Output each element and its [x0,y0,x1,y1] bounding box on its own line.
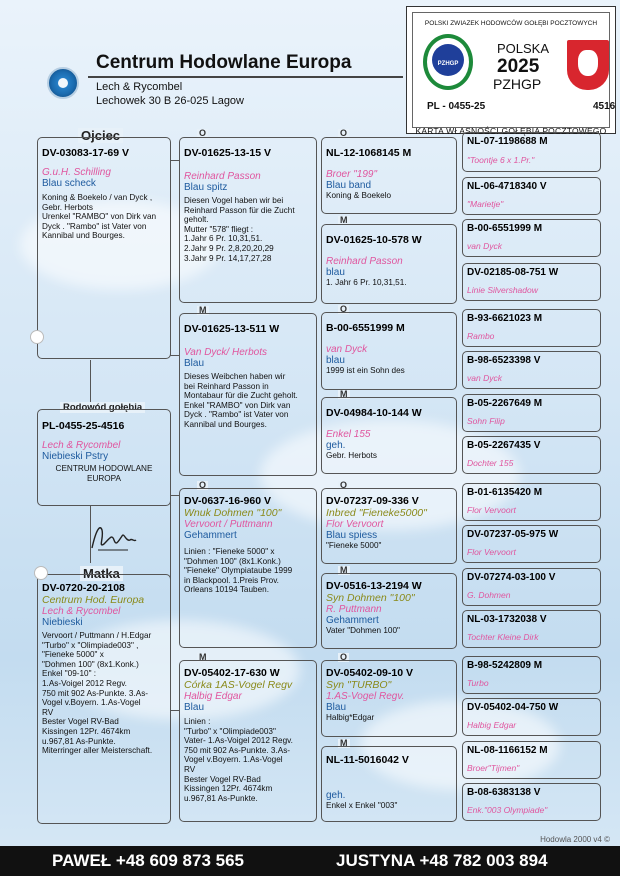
gen3-name: Syn Dohmen "100" [326,592,415,604]
grandsire-box [179,137,317,303]
gen2-name: Reinhard Passon [184,171,261,182]
card-country: POLSKA [497,41,550,56]
gen3-description: "Fieneke 5000" [326,541,382,550]
gen3-ring: NL-12-1068145 M [326,147,412,159]
gen4-ring: DV-07274-03-100 V [467,572,556,583]
gen3-name-secondary: Flor Vervoort [326,519,384,530]
gen3-ring: DV-05402-09-10 V [326,667,413,679]
gen2-description: Linien : "Turbo" x "Olimpiade003" Vater- 1.As-Voigel 2012 Regv. 750 mit 902 As-Punkte. 3.As- Vogel v.Boyern. 1.As-Vogel RV Bester Vogel RV-Bad Kissingen 12Pr. 4674km u.967,81 As-Punkte. [184,717,293,803]
gen3-ring: DV-04984-10-144 W [326,407,422,419]
gen2-color: Gehammert [184,530,237,541]
pedigree-label: Rodowód gołębia [60,402,145,413]
card-association: POLSKI ZWIAZEK HODOWCÓW GOŁĘBI POCZTOWYCH [424,20,598,27]
gen3-name: van Dyck [326,344,368,355]
gen4-ring: DV-02185-08-751 W [467,267,559,278]
gen4-name: "Toontje 6 x 1.Pr." [467,155,535,165]
mother-color: Niebieski [42,617,83,628]
breeder-logo-icon [47,67,79,99]
gen4-name: Enk."003 Olympiade" [467,805,548,815]
gen2-color: Blau [184,702,205,713]
sex-marker: M [340,738,348,748]
gen4-box [462,656,601,694]
mother-name: Centrum Hod. Europa [42,594,145,606]
gen4-ring: B-05-2267435 V [467,440,541,451]
gen4-box [462,783,601,821]
granddam-box [179,313,317,476]
father-color: Blau scheck [42,178,96,189]
gen3-box [321,488,457,564]
gen4-box [462,351,601,389]
gen3-box [321,137,457,214]
gen4-box [462,698,601,736]
gen2-description: Dieses Weibchen haben wir bei Reinhard Passon in Montabaur für die Zucht geholt. Enkel "RAMBO" von Dirk van Dyck . "Rambo" ist Vater von Kannibal und Bourges. [184,372,298,429]
sex-marker: O [340,652,348,662]
gen3-color: Blau band [326,180,372,191]
gen4-box [462,394,601,432]
gen4-name: Flor Vervoort [467,505,516,515]
gen3-description: Enkel x Enkel "003" [326,801,398,810]
gen4-name: Broer"Tijmen" [467,763,520,773]
bird-owner: Lech & Rycombel [42,440,121,451]
gen3-description: Vater "Dohmen 100" [326,626,400,635]
gen4-ring: B-98-5242809 M [467,660,543,671]
card-org: PZHGP [493,76,542,92]
gen4-box [462,568,601,606]
gen3-ring: NL-11-5016042 V [326,754,409,766]
bird-color: Niebieski Pstry [42,451,109,462]
gen4-box [462,132,601,172]
sex-marker: M [340,565,348,575]
gen3-description: Koning & Boekelo [326,191,392,200]
mother-owner: Lech & Rycombel [42,606,121,617]
ownership-card [406,6,616,134]
gen3-box [321,660,457,737]
gen4-box [462,483,601,521]
gen3-name-secondary: R. Puttmann [326,604,382,615]
sex-marker: O [340,480,348,490]
gen4-ring: DV-05402-04-750 W [467,702,559,713]
gen3-name: Inbred "Fieneke5000" [326,507,427,519]
gen3-description: 1. Jahr 6 Pr. 10,31,51. [326,278,407,287]
polish-eagle-icon [567,40,609,90]
sex-marker: O [340,128,348,138]
bird-ring: PL-0455-25-4516 [42,420,125,432]
gen4-ring: NL-08-1166152 M [467,745,548,756]
gen4-box [462,525,601,563]
gen3-box [321,397,457,474]
gen4-box [462,436,601,474]
card-serial-number: 4516 [593,101,616,112]
gen4-box [462,610,601,648]
gen4-name: Dochter 155 [467,458,514,468]
bird-breeder: CENTRUM HODOWLANE EUROPA [55,464,153,483]
page-title: Centrum Hodowlane Europa [96,52,352,73]
father-description: Koning & Boekelo / van Dyck , Gebr. Herbots Urenkel "RAMBO" von Dirk van Dyck . "Rambo" ist Vater von Kannibal und Bourges. [42,193,157,241]
gen4-ring: B-01-6135420 M [467,487,543,498]
pzhgp-logo-icon [423,34,473,90]
gen4-ring: B-08-6383138 V [467,787,541,798]
pzhgp-logo-text: PZHGP [437,61,459,67]
gen4-name: Tochter Kleine Dirk [467,632,539,642]
sex-marker: O [340,304,348,314]
mother-label: Matka [80,566,123,581]
gen4-box [462,177,601,215]
gen3-name: Syn "TURBO" [326,679,392,691]
gen3-color: geh. [326,440,346,451]
gen3-name: Reinhard Passon [326,256,403,267]
gen3-color: blau [326,355,345,366]
gen3-description: 1999 ist ein Sohn des [326,366,405,375]
gen2-name: Van Dyck/ Herbots [184,347,267,358]
gen2-name: Wnuk Dohmen "100" [184,507,282,519]
gen4-ring: B-93-6621023 M [467,313,543,324]
bird-box [37,409,171,506]
gen3-ring: DV-07237-09-336 V [326,495,419,507]
gen2-ring: DV-01625-13-511 W [184,323,280,335]
mother-box [37,574,171,824]
gen2-ring: DV-0637-16-960 V [184,495,271,507]
gen4-name: Linie Silvershadow [467,285,538,295]
gen4-ring: NL-03-1732038 V [467,614,547,625]
card-ring-number: PL - 0455-25 [427,101,486,112]
gen4-name: G. Dohmen [467,590,511,600]
gen4-box [462,263,601,301]
father-box [37,137,171,359]
gen4-name: Sohn Filip [467,416,505,426]
punch-hole [34,566,48,580]
gen4-name: Turbo [467,678,489,688]
gen2-description: Linien : "Fieneke 5000" x "Dohmen 100" (8x1.Konk.) "Fieneke" Olympiataube 1999 in Blackpool. 1.Preis Prov. Orleans 10194 Tauben. [184,547,293,595]
signature-image [88,520,138,554]
gen4-ring: B-98-6523398 V [467,355,541,366]
card-year: 2025 [497,56,540,77]
sex-marker: M [199,652,207,662]
sex-marker: M [340,389,348,399]
gen4-ring: B-05-2267649 M [467,398,543,409]
gen3-name: Enkel 155 [326,429,371,440]
gen4-ring: DV-07237-05-975 W [467,529,559,540]
software-version: Hodowla 2000 v4 © [540,835,610,844]
gen3-color: geh. [326,790,346,801]
gen2-name: Córka 1AS-Vogel Regv [184,679,293,691]
gen3-description: Gebr. Herbots [326,451,377,460]
gen2-name-secondary: Vervoort / Puttmann [184,519,273,530]
gen2-color: Blau spitz [184,182,228,193]
father-ring: DV-03083-17-69 V [42,147,129,159]
mother-description: Vervoort / Puttmann / H.Edgar "Turbo" x "Olimpiade003" , "Fieneke 5000" x "Dohmen 100" (8x1.Konk.) Enkel "09-10" : 1.As-Voigel 2012 Regv. 750 mit 902 As-Punkte. 3.As- Vogel v.Boyern. 1.As-Vogel RV Bester Vogel RV-Bad Kissingen 12Pr. 4674km u.967,81 As-Punkte. Miterringer aller Meisterschaft. [42,631,153,756]
breeder-name: Lech & Rycombel [96,81,183,93]
contact-pawel: PAWEŁ +48 609 873 565 [52,851,245,870]
gen4-ring: B-00-6551999 M [467,223,543,234]
breeder-address: Lechowek 30 B 26-025 Lagow [96,95,244,107]
gen4-name: Flor Vervoort [467,547,516,557]
gen3-ring: DV-0516-13-2194 W [326,580,422,592]
gen4-box [462,219,601,257]
gen3-ring: DV-01625-10-578 W [326,234,422,246]
father-name: G.u.H. Schilling [42,167,111,178]
gen3-box [321,573,457,649]
gen3-name: Broer "199" [326,169,378,180]
sex-marker: O [199,128,207,138]
gen3-box [321,224,457,304]
contact-justyna: JUSTYNA +48 782 003 894 [336,851,548,870]
sex-marker: M [340,215,348,225]
sex-marker: O [199,480,207,490]
grandsire-box [179,488,317,648]
gen4-box [462,741,601,779]
gen4-name: van Dyck [467,241,502,251]
granddam-box [179,660,317,822]
gen2-name-secondary: Halbig Edgar [184,691,242,702]
gen3-name-secondary: 1.AS-Vogel Regv. [326,691,405,702]
gen4-name: Halbig Edgar [467,720,517,730]
gen2-description: Diesen Vogel haben wir bei Reinhard Passon für die Zucht geholt. Mutter "578" fliegt : 1.Jahr 6 Pr. 10,31,51. 2.Jahr 9 Pr. 2,8,20,20,29 3.Jahr 9 Pr. 14,17,27,28 [184,196,295,263]
gen4-name: Rambo [467,331,495,341]
gen2-ring: DV-01625-13-15 V [184,147,271,159]
gen3-description: Halbig*Edgar [326,713,375,722]
gen3-color: Blau [326,702,347,713]
sex-marker: M [199,305,207,315]
father-label: Ojciec [78,128,123,143]
mother-ring: DV-0720-20-2108 [42,582,125,594]
gen3-color: Blau spiess [326,530,378,541]
gen2-ring: DV-05402-17-630 W [184,667,280,679]
gen3-box [321,312,457,390]
gen4-ring: NL-06-4718340 V [467,181,547,192]
gen3-color: blau [326,267,345,278]
gen3-box [321,746,457,822]
gen2-color: Blau [184,358,205,369]
gen4-box [462,309,601,347]
punch-hole [30,330,44,344]
title-underline [88,76,403,78]
gen4-name: van Dyck [467,373,502,383]
gen3-ring: B-00-6551999 M [326,322,405,334]
gen3-color: Gehammert [326,615,379,626]
gen4-name: "Marietje" [467,199,504,209]
card-caption: KARTA WŁASNOŚCI GOŁĘBIA POCZTOWEGO [415,126,607,136]
contact-bar [0,846,620,876]
gen4-ring: NL-07-1198688 M [467,136,548,147]
